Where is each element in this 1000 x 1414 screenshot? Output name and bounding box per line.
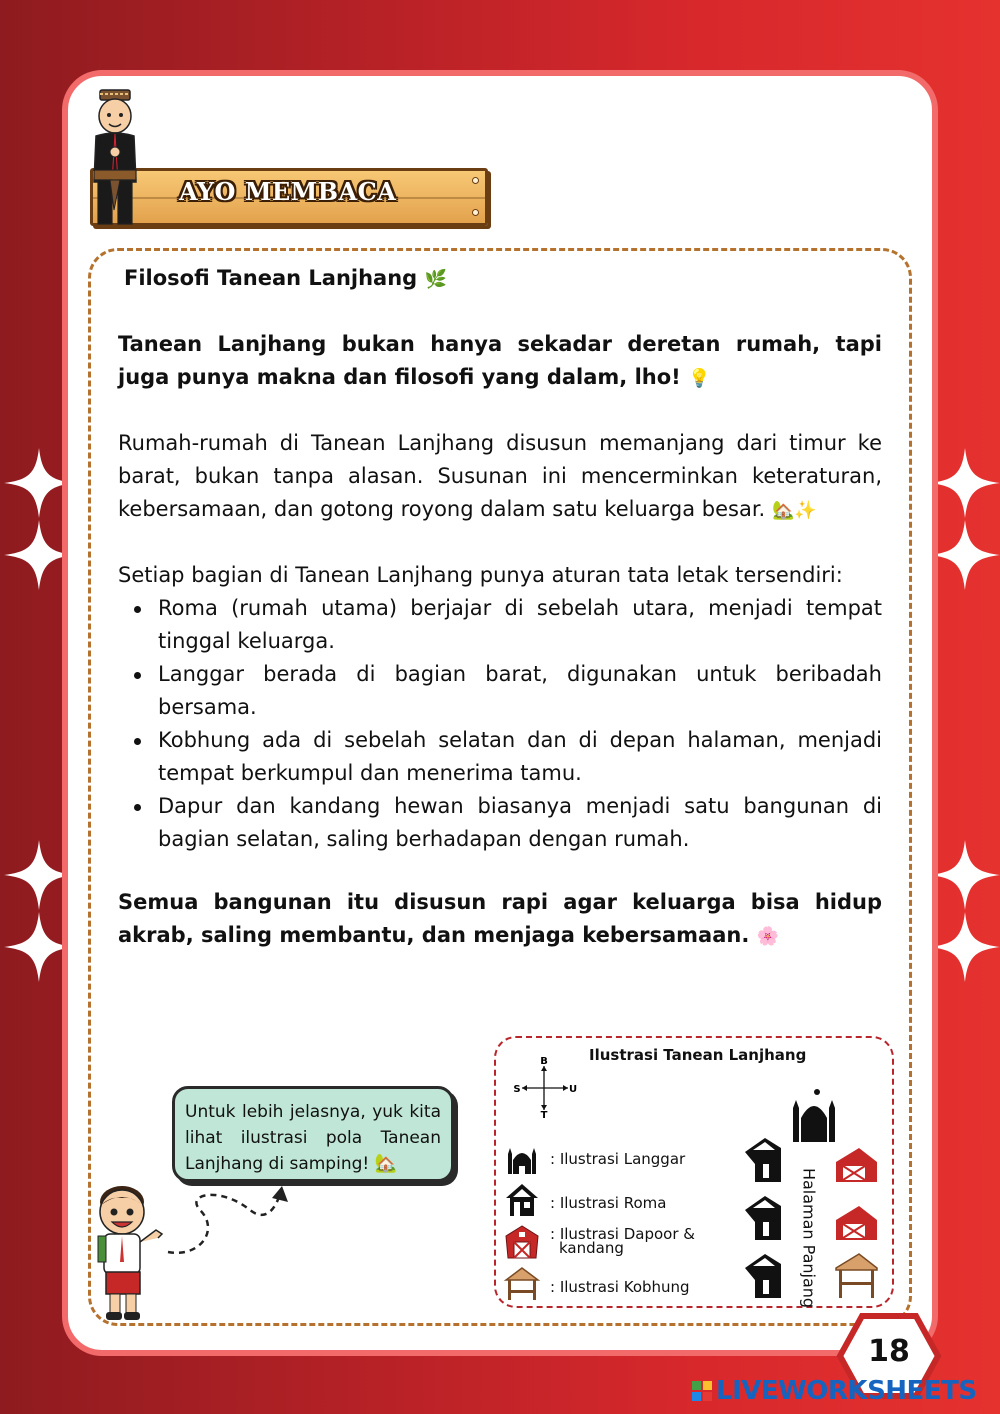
diagram-mosque [793, 1089, 835, 1142]
madurese-character-illustration [84, 84, 146, 232]
yard-label: Halaman Panjang [799, 1167, 819, 1309]
compass-east-label: U [568, 1084, 578, 1095]
diagram-house [745, 1138, 781, 1182]
compass-rose [512, 1054, 578, 1121]
article-subtitle: Filosofi Tanean Lanjhang 🌿 [124, 266, 447, 290]
illustration-title: Ilustrasi Tanean Lanjhang [589, 1046, 807, 1064]
list-item: Roma (rumah utama) berjajar di sebelah utara, menjadi tempat tinggal keluarga. [118, 592, 882, 658]
flower-icon: 🌸 [756, 926, 780, 947]
house-icon [504, 1182, 540, 1218]
lightbulb-icon: 💡 [688, 368, 711, 389]
diagram-house [745, 1196, 781, 1240]
banner-title: AYO MEMBACA [179, 177, 397, 206]
list-item: Dapur dan kandang hewan biasanya menjadi satu bangunan di bagian selatan, saling berhadapan dengan rumah. [118, 790, 882, 856]
diagram-barn [836, 1206, 877, 1240]
list-item: Langgar berada di bagian barat, digunakan untuk beribadah bersama. [118, 658, 882, 724]
sparkle-decoration [930, 448, 1000, 518]
footer-brand[interactable] [692, 1376, 977, 1406]
intro-paragraph: Tanean Lanjhang bukan hanya sekadar deretan rumah, tapi juga punya makna dan filosofi yang dalam, lho! 💡 [118, 332, 882, 389]
compass-south-label: T [540, 1110, 548, 1121]
compass-north-label: B [540, 1056, 548, 1067]
barn-icon [504, 1224, 540, 1260]
diagram-house [745, 1254, 781, 1298]
closing-paragraph: Semua bangunan itu disusun rapi agar keluarga bisa hidup akrab, saling membantu, dan menjaga kebersamaan. 🌸 [118, 890, 882, 947]
sparkle-decoration [930, 520, 1000, 590]
footer-brand-text: LIVEWORKSHEETS [716, 1376, 977, 1406]
hut-icon [504, 1266, 540, 1302]
illustration-box: Ilustrasi Tanean Lanjhang B T S U : Ilustrasi Langgar : Ilustrasi Roma : Ilustrasi Dapoor & kandang : Ilustrasi Kobhung Halaman Panjang [494, 1036, 894, 1308]
mosque-icon [504, 1138, 540, 1174]
paragraph-2: Setiap bagian di Tanean Lanjhang punya aturan tata letak tersendiri: [118, 563, 843, 587]
list-item: Kobhung ada di sebelah selatan dan di depan halaman, menjadi tempat berkumpul dan menerima tamu. [118, 724, 882, 790]
page-number: 18 [868, 1334, 910, 1369]
house-sparkle-icon: 🏡✨ [771, 500, 817, 521]
herb-icon: 🌿 [424, 269, 447, 290]
sparkle-decoration [930, 840, 1000, 910]
bullet-list [118, 592, 882, 856]
house-icon: 🏡 [374, 1153, 398, 1174]
banner [90, 168, 488, 226]
diagram-hut [836, 1254, 877, 1298]
compass-west-label: S [513, 1084, 521, 1095]
diagram-barn [836, 1148, 877, 1182]
paragraph-1: Rumah-rumah di Tanean Lanjhang disusun memanjang dari timur ke barat, bukan tanpa alasan. Susunan ini mencerminkan keteraturan, kebersamaan, dan gotong royong dalam satu keluarga besar. 🏡✨ [118, 431, 882, 521]
sparkle-decoration [930, 912, 1000, 982]
student-character-illustration [92, 1182, 168, 1322]
speech-bubble: Untuk lebih jelasnya, yuk kita lihat ilustrasi pola Tanean Lanjhang di samping! 🏡 [172, 1086, 454, 1182]
dashed-arrow-decoration [160, 1180, 300, 1260]
liveworksheets-logo-icon [692, 1381, 712, 1401]
